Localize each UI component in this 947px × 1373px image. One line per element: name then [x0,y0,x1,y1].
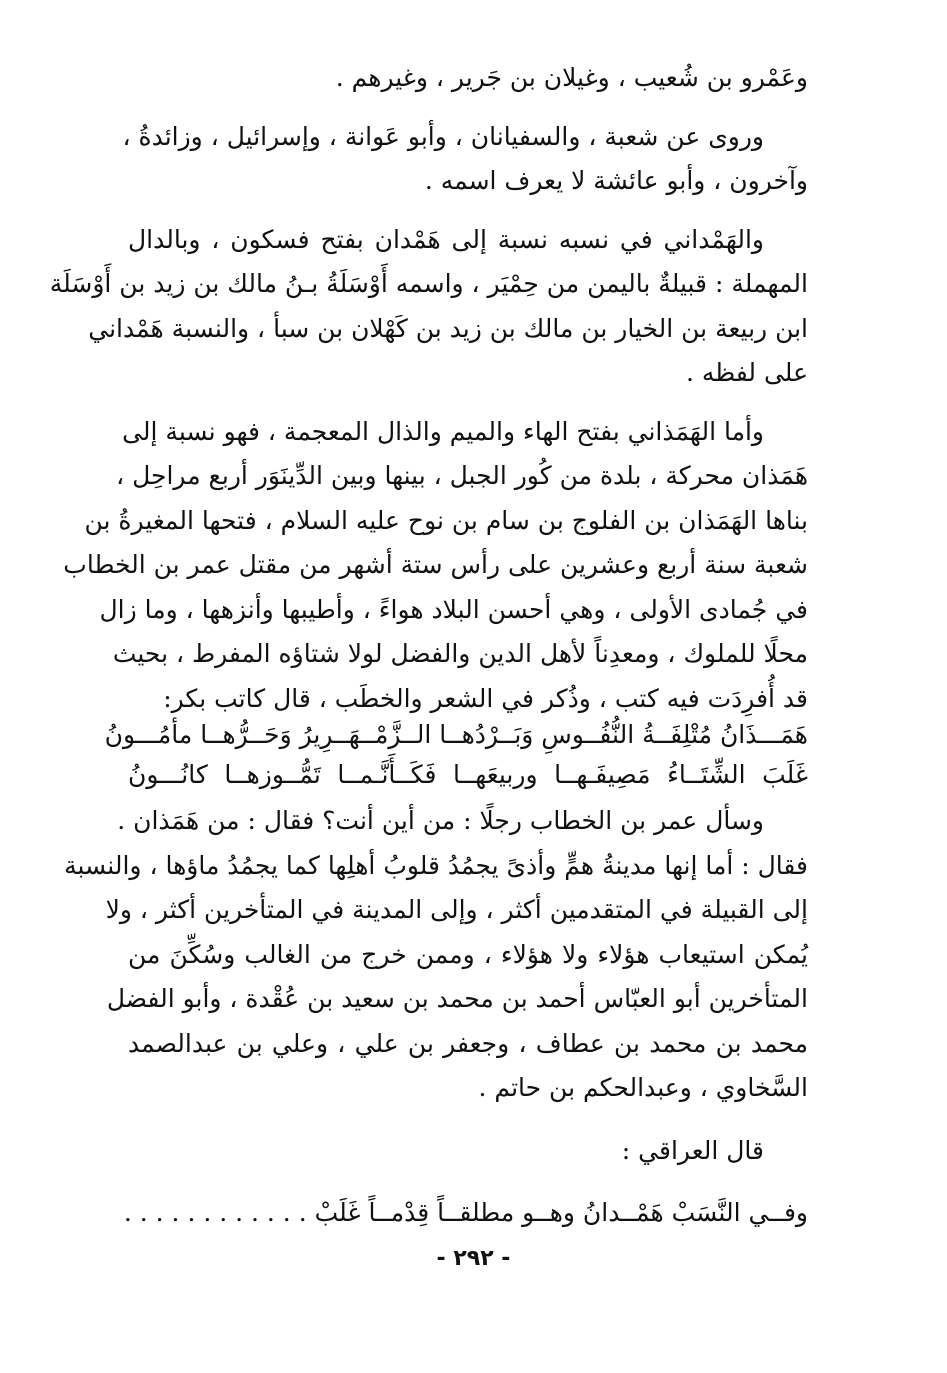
text-line: وأما الهَمَذاني بفتح الهاء والميم والذال المعجمة ، فهو نسبة إلى [122,416,764,446]
text-line: شعبة سنة أربع وعشرين على رأس ستة أشهر من مقتل عمر بن الخطاب [63,550,808,579]
paragraph-3 [49,218,808,396]
paragraph-4 [63,410,808,722]
text-line: محمد بن محمد بن عطاف ، وجعفر بن علي ، وعلي بن عبدالصمد [128,1028,808,1058]
text-line: هَمَذان محركة ، بلدة من كُور الجبل ، بينها وبين الدِّينَوَر أربع مراحِل ، [116,461,808,490]
text-line: وآخرون ، وأبو عائشة لا يعرف اسمه . [424,166,808,195]
paragraph-2 [122,115,808,204]
paragraph-5 [64,799,808,1111]
text-line: بناها الهَمَذان بن الفلوج بن سام بن نوح عليه السلام ، فتحها المغيرةُ بن [84,505,808,535]
text-line: والهَمْداني في نسبه نسبة إلى هَمْدان بفتح فسكون ، وبالدال [128,224,764,254]
text-line: وعَمْرو بن شُعيب ، وغيلان بن جَرير ، وغيرهم . [335,63,808,92]
text-line: وسأل عمر بن الخطاب رجلًا : من أين أنت؟ فقال : من هَمَذان . [117,806,764,835]
citation-heading: قال العراقي : [621,1135,764,1165]
page-body [49,56,808,1235]
text-line: في جُمادى الأولى ، وهي أحسن البلاد هواءً ، وأطيبها وأنزهها ، وما زال [99,594,808,624]
text-line: وروى عن شعبة ، والسفيانان ، وأبو عَوانة ، وإسرائيل ، وزائدةُ ، [122,121,764,151]
poem-verse: هَمَـــذَانُ مُتْلِفَــةُ النُّفُــوسِ وَبَــرْدُهــا الــزَّمْــهَــرِيرُ وَحَــرُّهــا مأمُـــونُ [104,720,808,749]
paragraph-1 [128,56,808,101]
text-line: يُمكن استيعاب هؤلاء ولا هؤلاء ، وممن خرج من الغالب وسُكِّنَ من [128,939,808,969]
poem [104,715,808,795]
text-line: المهملة : قبيلةٌ باليمن من حِمْيَر ، واسمه أَوْسَلَةُ بـنُ مالك بن زيد بن أَوْسَلَة [49,269,808,298]
text-line: إلى القبيلة في المتقدمين أكثر ، وإلى المدينة في المتأخرين أكثر ، ولا [105,895,808,924]
citation-verse: وفــي النَّسَبْ هَمْــدانُ وهــو مطلقــاً قِدْمــاً غَلَبْ . . . . . . . . . . . . [123,1197,808,1227]
text-line: فقال : أما إنها مدينةُ همٍّ وأذىً يجمُدُ قلوبُ أهلِها كما يجمُدُ ماؤها ، والنسبة [64,850,808,880]
text-line: قد أُفرِدَت فيه كتب ، وذُكر في الشعر والخطَب ، قال كاتب بكر: [163,683,808,713]
text-line: السَّخاوي ، وعبدالحكم بن حاتم . [478,1073,808,1102]
text-line: ابن ربيعة بن الخيار بن مالك بن زيد بن كَهْلان بن سبأ ، والنسبة هَمْداني [88,313,808,343]
text-line: على لفظه . [685,358,808,387]
text-line: المتأخرين أبو العبّاس أحمد بن محمد بن سعيد بن عُقْدة ، وأبو الفضل [106,984,808,1013]
text-line: محلًا للملوك ، ومعدِناً لأهل الدين والفضل لولا شتاؤه المفرط ، بحيث [112,639,808,668]
poem-verse: غَلَبَ الشِّتَــاءُ مَصِيفَـهــا وربيعَهــا فَكَــأَنَّـمــا تَمُّــوزهــا كانُـــونُ [128,760,808,789]
page-number: - ٢٩٢ - [436,1246,511,1271]
citation-block [123,1129,808,1235]
